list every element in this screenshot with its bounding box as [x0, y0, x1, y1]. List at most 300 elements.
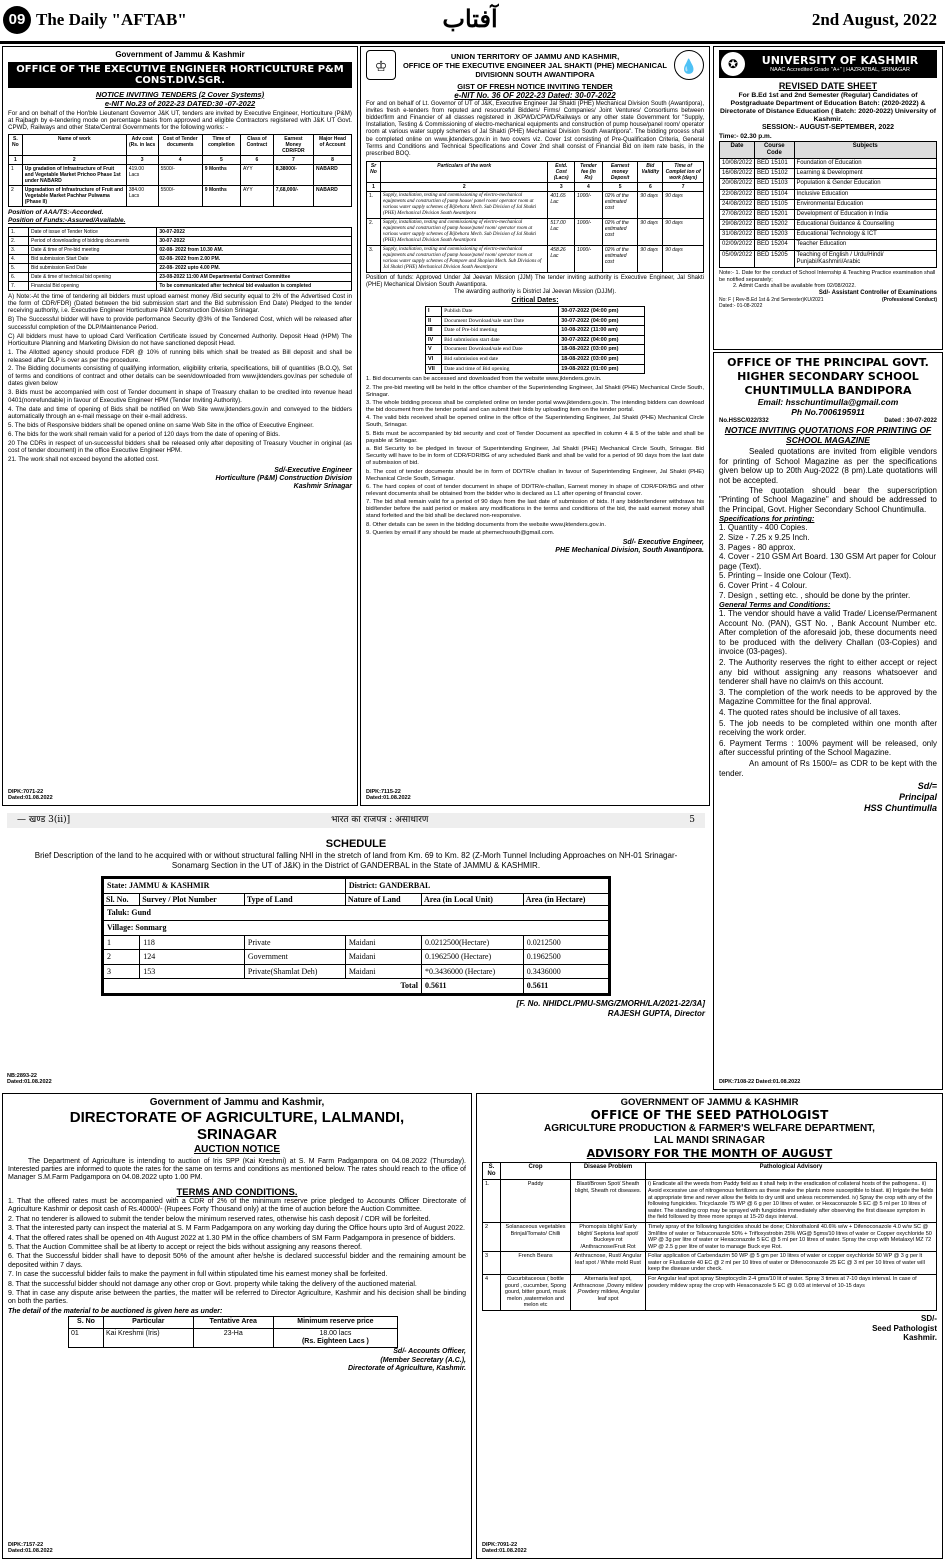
seed-header-2: Disease Problem: [571, 1162, 646, 1179]
hss-p1: Sealed quotations are invited from eligible vendors for printing of School Magazine as per the specifications given below up to 20th Aug-2022 (8 pm).Late quotations will not be accepted.: [719, 447, 937, 485]
hort-dates-cell: 23-08-2022 11:00 AM Departmental Contract Committee: [157, 272, 352, 281]
hort-aaa: Position of AAA/TS:-Accorded.: [8, 208, 104, 216]
ku-cell: BED 15201: [755, 209, 795, 219]
agri-term: 9. That in case any dispute arise between the parties, the matter will be referred to Director Agriculture, Kashmir and his decision shall be binding on both the parties.: [8, 1289, 466, 1306]
ku-row: [720, 199, 937, 209]
hss-spec: 2. Size - 7.25 x 9.25 Inch.: [719, 532, 810, 542]
ku-cell: BED 15103: [755, 179, 795, 189]
phe-dates-cell: II: [426, 316, 442, 326]
emblem-icon: ♔: [366, 50, 396, 80]
ku-cell: Development of Education in India: [794, 209, 936, 219]
phe-works-header-4: Earnest money Deposit: [602, 162, 638, 183]
hss-term: 2. The Authority reserves the right to either accept or reject any bid without assigning any reasons whatsoever and tenderer shall have no claim/s on this account.: [719, 658, 937, 687]
phe-works-cell: 517.00 Lac: [548, 219, 575, 246]
phe-dates-cell: 19-08-2022 (01:00 pm): [559, 364, 645, 374]
ku-ref: No: F ( Rev-B.Ed 1st & 2nd Semester)KU/2021: [719, 297, 824, 304]
ku-cell: Educational Guidance & Counselling: [794, 220, 936, 230]
agri-term: 7. In case the successful bidder fails to make the payment in full within stipulated time his earnest money shall be forfeited.: [8, 1271, 388, 1279]
phe-works-num-header-2: 3: [548, 183, 575, 192]
phe-works-cell: 02% of the estimated cost: [602, 246, 638, 273]
sched-nb: NB:2893-22: [7, 1072, 37, 1079]
hort-dates-cell: 7.: [9, 281, 29, 290]
phe-dates-row: [426, 335, 645, 345]
phe-dates-cell: 10-08-2022 (11:00 am): [559, 326, 645, 336]
phe-works-cell: 1000/-: [575, 246, 603, 273]
hort-works-cell: 384.00 Lacs: [126, 185, 158, 206]
phe-dates-cell: 30-07-2022 (04:00 pm): [559, 316, 645, 326]
newspaper-logo: آفتاب: [442, 4, 498, 33]
agri-term: 3. That the interested party can inspect the material at S. M Farm Padgampora on any working day during the Office hours upto 3rd of August 2022.: [8, 1225, 465, 1233]
phe-works-num-header-4: 5: [602, 183, 638, 192]
gazette-mid: भारत का राजपत्र : असाधारण: [331, 815, 429, 825]
sched-dated: Dated:01.08.2022: [7, 1079, 52, 1086]
seed-cell: Paddy: [501, 1180, 571, 1223]
hort-dates-row: [9, 227, 352, 236]
hort-works-header-5: Class of Contract: [241, 134, 274, 155]
phe-works-num-header-0: 1: [367, 183, 381, 192]
ku-cell: Teaching of English / Urdu/Hindi/ Punjabi/Kashmiri/Arabic: [794, 250, 936, 267]
ku-note2: 2. Admit Cards shall be available from 02/08/2022.: [733, 283, 856, 290]
hort-works-cell: 2: [9, 185, 23, 206]
ku-cell: Learning & Development: [794, 169, 936, 179]
seed-header-3: Pathological Advisory: [646, 1162, 937, 1179]
sched-total-label: Total: [104, 979, 422, 994]
ku-row: [720, 240, 937, 250]
hss-notice: NOTICE INVITING QUOTATIONS FOR PRINTING OF SCHOOL MAGAZINE: [724, 424, 932, 445]
agriculture-auction-notice: [2, 1093, 472, 1559]
hort-dated: Dated:01.08.2022: [8, 795, 53, 802]
seed-cell: Timely spray of the following fungicides should be done; Chlorothalonil 40.6% w/w + Difenoconazole 4.0 w/w SC @ 3ml/litre of water or Tebuconazole 50% + Trifloxystrobin 25% WG@ 5gms/10 litres of water or Copper oxychloride 50 WP @ 3g per litre of water or Hexaconazole 5 EC @ 5 ml per 10 litres of water. Spray the crop with Metalaxyl MZ 72 WP @ 2.5 g per litre of water to manage Buck eye Rot.: [646, 1222, 937, 1251]
phe-works-cell: 02% of the estimated cost: [602, 192, 638, 219]
agri-notice: AUCTION NOTICE: [193, 1143, 281, 1155]
hort-clause: 6. The bids for the work shall remain valid for a period of 120 days from the date of opening of Bids.: [8, 430, 280, 438]
seed-gov: GOVERNMENT OF JAMMU & KASHMIR: [620, 1097, 799, 1108]
phe-dates-cell: 30-07-2022 (04:00 pm): [559, 335, 645, 345]
phe-works-cell: 90 days: [638, 192, 663, 219]
sched-ref: [F. No. NHIDCL/PMU-SMG/ZMORH/LA/2021-22/3A]: [516, 998, 705, 1008]
seed-cell: 4: [483, 1275, 501, 1311]
phe-works-cell: Supply, installation, testing and commissioning of electro-mechanical equipments and construction of pump house/ panel room/ operator room at various water supply schemes of Bijbehara Mech. Sub Division of Jal Shakti (PHE) Mechanical Division South Awantipora: [381, 192, 548, 219]
phe-dates-cell: III: [426, 326, 442, 336]
hort-works-cell: Up gradation of Infrastructure of Fruit and Vegetable Market Prichoo Phase 1st under NABARD: [22, 164, 126, 185]
hort-works-num-header-5: 6: [241, 155, 274, 164]
hort-sign: [8, 467, 352, 492]
hort-dates-row: [9, 245, 352, 254]
sched-cell: Private(Shamlat Deh): [244, 964, 345, 979]
sched-row: [104, 964, 609, 979]
sched-cell: 0.3436000: [523, 964, 608, 979]
hss-dipk: DIPK:7108-22 Dated:01.08.2022: [719, 1079, 801, 1086]
sched-row: [104, 935, 609, 950]
seed-cell: Blast/Brown Spot/ Sheath blight, Sheath rot diseases.: [571, 1180, 646, 1223]
agri-term: 8. That the successful bidder should not damage any other crop or Govt. property while taking the delivery of the auctioned material.: [8, 1280, 417, 1288]
phe-works-cell: 02% of the estimated cost: [602, 219, 638, 246]
agri-header-1: Particular: [103, 1317, 193, 1328]
hort-funds: Position of Funds:-Assured/Available.: [8, 216, 126, 224]
phe-dates-cell: 18-08-2022 (03:00 pm): [559, 355, 645, 365]
sched-cell: Private: [244, 935, 345, 950]
ku-cell: Population & Gender Education: [794, 179, 936, 189]
sched-cell: 118: [140, 935, 245, 950]
hss-spec: 7. Design , setting etc. , should be done by the printer.: [719, 590, 911, 600]
phe-works-num-header-3: 4: [575, 183, 603, 192]
agri-sign: [8, 1348, 466, 1373]
hort-works-cell: Upgradation of Infrastructure of Fruit and Vegetable Market Pachhar Pulwama (Phase II): [22, 185, 126, 206]
hort-works-num-header-3: 4: [158, 155, 202, 164]
hort-works-header-1: Name of work: [22, 134, 126, 155]
seed-row: [483, 1222, 937, 1251]
hort-works-cell: 5500/-: [158, 164, 202, 185]
ku-desc: For B.Ed 1st and 2nd Semester (Regular) Candidates of Postgraduate Department of Education Batch: (2020-2022) & Directorate of Distance Education ( Batch: 2020-2022) University of Kashmir.: [719, 91, 937, 124]
phe-dates-row: [426, 355, 645, 365]
agri-sign2: (Member Secretary (A.C.),: [380, 1356, 466, 1364]
sched-cell: Maidani: [345, 964, 421, 979]
phe-works-num-header-6: 7: [663, 183, 704, 192]
seed-dated: Dated:01.08.2022: [482, 1548, 527, 1555]
phe-nit: e-NIT No. 36 OF 2022-23 Dated: 30-07-2022: [454, 91, 616, 100]
hort-dates-cell: 3.: [9, 245, 29, 254]
ku-header-0: Date: [720, 141, 755, 158]
phe-awarding: The awarding authority is District Jal Jeevan Mission (DJJM).: [453, 289, 617, 296]
hort-clauses: [8, 293, 352, 464]
phe-works-cell: 90 days: [663, 192, 704, 219]
seed-cell: 3: [483, 1252, 501, 1275]
hort-dates-row: [9, 236, 352, 245]
hort-works-header-4: Time of completion: [202, 134, 240, 155]
ku-row: [720, 209, 937, 219]
phe-works-row: [367, 192, 704, 219]
seed-sign2: Seed Pathologist: [872, 1323, 937, 1333]
seed-office: OFFICE OF THE SEED PATHOLOGIST: [590, 1108, 829, 1123]
sched-header-4: Area (in Local Unit): [421, 893, 523, 906]
hort-works-cell: 1: [9, 164, 23, 185]
university-seal-icon: ✪: [721, 52, 745, 76]
phe-critical: Critical Dates:: [511, 296, 559, 304]
phe-dates-cell: Document Download/sale end Date: [442, 345, 559, 355]
hort-works-num-header-6: 7: [273, 155, 313, 164]
ku-row: [720, 220, 937, 230]
hort-dates-cell: 02-08- 2022 from 10.30 AM.: [157, 245, 352, 254]
phe-clause: a. Bid Security to be pledged in favour of Superintending Engineer, Jal Shakti (PHE) Mechanical Circle South, Srinagar. Bid Security will have to be in form of CDR/FDR/BG of any scheduled Bank and shall be valid for a period of 90 days from the last date of submission of bid.: [366, 446, 704, 467]
agri-cell-particular: Kai Kreshmi (Iris): [103, 1328, 193, 1348]
hort-dates-cell: 30-07-2022: [157, 236, 352, 245]
phe-funds: Position of funds: Approved Under Jal Jeevan Mission (JJM) The tender inviting authority is Executive Engineer, Jal Shakti (PHE) Mechanical Division South Awantipora.: [366, 275, 704, 289]
phe-clauses: [366, 376, 704, 537]
hort-works-num-header-2: 3: [126, 155, 158, 164]
hss-spec: 3. Pages - 80 approx.: [719, 542, 796, 552]
university-date-sheet: [713, 46, 943, 350]
hort-dates-cell: Financial Bid opening: [29, 281, 157, 290]
sched-total-ha: 0.5611: [523, 979, 608, 994]
ku-note1: Note:- 1. Date for the conduct of School Internship & Teaching Practice examination shall be notified separately;: [719, 270, 936, 283]
ku-cell: BED 15204: [755, 240, 795, 250]
ku-row: [720, 230, 937, 240]
sched-cell: Maidani: [345, 950, 421, 965]
phe-dipk: DIPK:7115-22: [366, 788, 401, 795]
ku-row: [720, 179, 937, 189]
sched-state: State: JAMMU & KASHMIR: [104, 879, 346, 894]
phe-tender-notice: [360, 46, 710, 806]
hss-spec: 1. Quantity - 400 Copies.: [719, 523, 808, 533]
ku-cell: BED 15104: [755, 189, 795, 199]
hort-works-cell: 419.00 Lacs: [126, 164, 158, 185]
sched-cell: 153: [140, 964, 245, 979]
seed-dipk: DIPK:7091-22: [482, 1541, 518, 1548]
agri-header-3: Minimum reserve price: [273, 1317, 397, 1328]
hort-dates-table: [8, 227, 352, 291]
seed-sign1: SD/-: [921, 1314, 937, 1324]
hss-dated-top: Dated : 30-07-2022: [884, 417, 937, 424]
hort-dates-cell: To be communicated after technical bid evaluation is completed: [157, 281, 352, 290]
sched-table: [103, 878, 609, 994]
agri-dated: Dated:01.08.2022: [8, 1548, 53, 1555]
seed-sign: [482, 1314, 937, 1343]
hort-notice-title: NOTICE INVITING TENDERS (2 Cover Systems): [95, 89, 265, 99]
phe-sign1: Sd/- Executive Engineer,: [622, 538, 704, 546]
hss-term: 5. The job needs to be completed within one month after receiving the work order.: [719, 718, 937, 738]
hss-spec: 4. Cover - 210 GSM Art Board. 130 GSM Art paper for Colour page (Text).: [719, 552, 936, 571]
hort-intro: For and on behalf of the Hon'ble Lieutenant Governor J&K UT, tenders are invited by Executive Engineer, Horticulture (P&M) at Rajbagh by e-tendering mode on percentage basis from approved and eligible Contractors registered with J&K UT Govt. CPWD, Railways and other State/Central Governments for the following works: -: [8, 109, 352, 132]
phe-clause: 5. Bids must be accompanied by bid security and cost of Tender Document as specified in column 4 & 5 of the table and shall be payable at Srinagar.: [366, 430, 704, 444]
ku-cell: Teacher Education: [794, 240, 936, 250]
hss-term: 1. The vendor should have a valid Trade/ License/Permanent Account No. (PAN), GST No. , Bank Account Number etc. After completion of the aforesaid job, these documents need to be produced with the delivery Challan (03-Copies) and invoice (03-pages).: [719, 609, 937, 657]
agri-header-2: Tentative Area: [193, 1317, 273, 1328]
ku-time: Time:- 02.30 p.m.: [719, 132, 772, 140]
hss-term: 3. The completion of the work needs to be approved by the Magazine Committee for the final approval.: [719, 687, 937, 707]
hort-sign1: Sd/-Executive Engineer: [274, 466, 352, 474]
phe-dates-row: [426, 345, 645, 355]
sched-header-5: Area (in Hectare): [523, 893, 608, 906]
hort-dates-row: [9, 254, 352, 263]
phe-works-cell: 1000/-: [575, 192, 603, 219]
hort-clause: 20 The CDRs in respect of un-successful bidders shall be released only after depositing of Treasury Voucher in original (as cost of tender document) in the office Executive Engineer HPM.: [8, 439, 352, 455]
hort-dates-cell: 5.: [9, 263, 29, 272]
phe-works-header-5: Bid Validity: [638, 162, 663, 183]
hort-works-row: [9, 185, 352, 206]
sched-header-2: Type of Land: [244, 893, 345, 906]
land-schedule-notice: [2, 810, 710, 1090]
ku-cell: 02/09/2022: [720, 240, 755, 250]
hort-sign3: Kashmir Srinagar: [293, 483, 352, 491]
hss-specs: [719, 523, 937, 600]
hort-office: OFFICE OF THE EXECUTIVE ENGINEER HORTICULTURE P&M CONST.DIV.SGR.: [8, 62, 352, 88]
phe-sign2: PHE Mechanical Division, South Awantipora.: [555, 547, 704, 555]
ku-cell: 22/08/2022: [720, 189, 755, 199]
hort-dates-row: [9, 272, 352, 281]
hss-spec: 5. Printing – Inside one Colour (Text).: [719, 571, 852, 581]
ku-table: [719, 141, 937, 268]
phe-works-num-header-1: 2: [381, 183, 548, 192]
hort-clause: 1. The Allotted agency should produce FDR @ 10% of running bills which shall be treated as Bill deposit and shall be released after DLP is over as per the procedure.: [8, 349, 352, 364]
ku-cell: 20/08/2022: [720, 179, 755, 189]
hort-clause: 21. The work shall not exceed beyond the allotted cost.: [8, 456, 159, 464]
newspaper-title: The Daily "AFTAB": [36, 10, 187, 29]
seed-cell: French Beans: [501, 1252, 571, 1275]
hort-dates-cell: 2.: [9, 236, 29, 245]
sched-tehsil: Taluk: Gund: [104, 906, 609, 921]
phe-clause: b. The cost of tender documents should be in form of DD/TR/e challan in favour of Superintending Engineer, Jal Shakti (PHE) Mechanical Circle South, Srinagar.: [366, 468, 704, 482]
seed-row: [483, 1275, 937, 1311]
masthead: [0, 0, 945, 44]
phe-sign: [366, 539, 704, 556]
ku-sub: NAAC Accredited Grade "A+" | HAZRATBAL, SRINAGAR: [770, 67, 910, 74]
hort-dipk: DIPK:7071-22: [8, 788, 44, 795]
seed-cell: Phomopsis blight/ Early blight/ Septoria leaf spot/ Buckeye rot /Anthracnose/Fruit Rot: [571, 1222, 646, 1251]
phe-dates-cell: Publish Date: [442, 307, 559, 317]
ku-cell: BED 15105: [755, 199, 795, 209]
ku-header-1: Course Code: [755, 141, 795, 158]
hss-terms: [719, 609, 937, 758]
agri-sign1: Sd/- Accounts Officer,: [393, 1348, 466, 1356]
phe-works-cell: 458.26 Lac: [548, 246, 575, 273]
phe-works-header-2: Estd. Cost (Lacs): [548, 162, 575, 183]
hort-dates-cell: 22-08- 2022 upto 4.00 PM.: [157, 263, 352, 272]
sched-cell: 0.0212500(Hectare): [421, 935, 523, 950]
sched-title: SCHEDULE: [325, 837, 387, 850]
phe-works-cell: Supply, installation, testing and commissioning of electro-mechanical equipments and construction of pump house/panel room/ operator room at various water supply schemes of Bijbehara Mech. Sub Division of Jal Shakti (PHE) Mechanical Division South Awantipora: [381, 219, 548, 246]
hort-works-cell: 7,68,000/-: [273, 185, 313, 206]
agri-term: 4. That the offered rates shall be opened on 4th August 2022 at 1.30 PM in the office chambers of SM Farm Padgampora in presence of bidders.: [8, 1234, 456, 1242]
hss-term: 4. The quoted rates should be inclusive of all taxes.: [719, 708, 901, 718]
seed-cell: Solanaceous vegetables Brinjal/Tomato/ Chilli: [501, 1222, 571, 1251]
phe-works-header-0: Sr No: [367, 162, 381, 183]
hort-nit: e-NIT No.23 of 2022-23 DATED:30 -07-2022: [104, 98, 256, 108]
ku-cell: BED 15203: [755, 230, 795, 240]
seed-pathologist-advisory: [476, 1093, 943, 1559]
phe-dates-cell: VI: [426, 355, 442, 365]
phe-works-num-header-5: 6: [638, 183, 663, 192]
hss-phone: Ph No.7006195911: [791, 407, 865, 418]
agri-header-0: S. No: [69, 1317, 104, 1328]
hort-works-cell: 9 Months: [202, 185, 240, 206]
ku-sign1: Sd/- Assistant Controller of Examinations: [818, 289, 937, 296]
phe-dates-cell: Bid submission start date: [442, 335, 559, 345]
agri-cell-sno: 01: [69, 1328, 104, 1348]
ku-cell: Foundation of Education: [794, 158, 936, 168]
sched-desc: Brief Description of the land to he acquired with or without structural falling NHI in the stretch of land from Km. 69 to Km. 82 (Z-Morh Tunnel Including Approaches on NH-01 Srinagar-Sonamarg Section in the UT of J&K) in the District of GANDERBAL in the State of JAMMU & KASHMIR.: [34, 850, 678, 870]
sched-cell: Government: [244, 950, 345, 965]
ku-cell: BED 15101: [755, 158, 795, 168]
agri-term: 5. That the Auction Committee shall be at liberty to accept or reject the bids without assigning any reasons thereof.: [8, 1244, 362, 1252]
seed-dept: AGRICULTURE PRODUCTION & FARMER'S WELFARE DEPARTMENT,: [544, 1122, 875, 1134]
phe-clause: 9. Queries by email if any should be made at phemechsouth@gmail.com.: [366, 530, 555, 537]
phe-dates-row: [426, 316, 645, 326]
phe-dates-row: [426, 364, 645, 374]
sched-cell: *0.3436000 (Hectare): [421, 964, 523, 979]
seed-header-0: S. No: [483, 1162, 501, 1179]
hort-dates-cell: Date of issue of Tender Notice: [29, 227, 157, 236]
phe-dates-cell: VII: [426, 364, 442, 374]
ku-title: REVISED DATE SHEET: [778, 81, 878, 91]
hort-works-cell: AYY: [241, 185, 274, 206]
agri-term: 6. That the Successful bidder shall have to deposit 50% of the amount after he/she is declared successful bidder and the remaining amount be deposited within 7 days.: [8, 1253, 466, 1269]
hort-dates-cell: 02-08- 2022 from 2.00 PM.: [157, 254, 352, 263]
ku-row: [720, 158, 937, 168]
phe-intro: For and on behalf of Lt. Governor of UT of J&K, Executive Engineer Jal Shakti (PHE) Mechanical Division South (Awantipora), invites fresh e-tenders from reputed and resourceful Bidders/ Firms/ Companies/ Joint Ventures/ Consortiums between bidder/firm and Financier of all classes registered in JKPWD/CPWD/Railways or any other state Government for "Supply, Installation, Testing & Commissioning of electro-mechanical equipments and construction of pump house/panel room/ operator room at various water supply schemes of Jal Shakti (PHE) Mechanical Division South Awantipora". The bidding process shall be completed online on www.jktenders.gov.in in two covers viz. Cover 1st consisting of Pre-Qualification Criteria, General Terms and Conditions and Technical Specifications and Cover 2nd shall consist of Financial Bid on item rate basis, in the prescribed BOQ.: [366, 100, 704, 157]
seed-cell: Cucurbitaceous ( bottle gourd , cucumber, Spong gourd, bitter gourd, musk melon ,watermelon and melon etc: [501, 1275, 571, 1311]
hort-works-header-3: Cost of Tender documents: [158, 134, 202, 155]
ku-cell: BED 15205: [755, 250, 795, 267]
phe-clause: 4. The valid bids received shall be opened online in the office of the Superintending Engineer, Jal Shakti (PHE) Mechanical Circle South, Srinagar.: [366, 415, 704, 429]
ku-cell: Educational Technology & ICT: [794, 230, 936, 240]
phe-works-cell: 401.65 Lac: [548, 192, 575, 219]
agri-sign3: Directorate of Agriculture, Kashmir.: [348, 1365, 466, 1373]
sched-cell: 0.1962500: [523, 950, 608, 965]
hort-dates-cell: Date & time of Pre-bid meeting: [29, 245, 157, 254]
phe-works-cell: 2.: [367, 219, 381, 246]
hort-works-num-header-7: 8: [314, 155, 352, 164]
hort-clause: B) The Successful bidder will have to provide performance Security @3% of the Tendered Cost, which will be released after successful completion of the DLP/Maintenance Period.: [8, 316, 352, 331]
gazette-page: 5: [689, 815, 695, 825]
page-number: 09: [3, 6, 31, 34]
hort-works-cell: 8,38000/-: [273, 164, 313, 185]
hort-dates-cell: 6.: [9, 272, 29, 281]
phe-clause: 8. Other details can be seen in the bidding documents from the website www.jktenders.gov.in.: [366, 521, 606, 528]
ku-header-2: Subjects: [794, 141, 936, 158]
water-drop-icon: 💧: [674, 50, 704, 80]
phe-dates-cell: IV: [426, 335, 442, 345]
hort-dates-row: [9, 281, 352, 290]
seed-advisory: ADVISORY FOR THE MONTH OF AUGUST: [586, 1146, 833, 1160]
seed-cell: For Angular leaf spot spray Streptocyclin 2-4 gms/10 lit of water. Spray 3 times at 7-10 days interval. In case of powdery mildew spray the crop with Hexaconazole 5 EC @ 0.03 at interval of 10-15 days: [646, 1275, 937, 1311]
sched-cell: 124: [140, 950, 245, 965]
ku-row: [720, 250, 937, 267]
ku-name: UNIVERSITY OF KASHMIR: [761, 54, 919, 68]
phe-dates-cell: Bid submission end date: [442, 355, 559, 365]
agri-table: [68, 1316, 398, 1348]
hort-works-header-0: S. No: [9, 134, 23, 155]
phe-clause: 6. The hard copies of cost of tender document in shape of DD/TR/e-challan, Earnest money in shape of CDR/FDR/BG and other relevant documents shall be obtained from the bidder who is declared as L1 after opening of financial cover.: [366, 484, 704, 497]
phe-clause: 3. The whole bidding process shall be completed online on tender portal www.jktenders.gov.in. The intending bidders can download the bid document from the tender portal and can submit their bids by uploading item on the tender portal.: [366, 400, 704, 414]
ku-cell: 05/09/2022: [720, 250, 755, 267]
phe-works-cell: 90 days: [638, 246, 663, 273]
hort-sign2: Horticulture (P&M) Construction Division: [215, 475, 352, 483]
hort-clause: 2. The Bidding documents consisting of qualifying information, eligibility criteria, specifications, bill of quantities (B.O.Q), Set of terms and conditions of contract and other details can be seen/downloaded from www.jktenders.gov.lnas per schedule of dates given below: [8, 365, 352, 388]
sched-village: Village: Sonmarg: [104, 920, 609, 935]
agri-cell-area: 23-Ha: [193, 1328, 273, 1348]
hort-works-num-header-1: 2: [22, 155, 126, 164]
ku-cell: 29/08/2022: [720, 220, 755, 230]
hss-spec: 6. Cover Print - 4 Colour.: [719, 580, 808, 590]
ku-cell: BED 15202: [755, 220, 795, 230]
hort-dates-cell: Period of downloading of bidding documents: [29, 236, 157, 245]
ku-cell: Inclusive Education: [794, 189, 936, 199]
sched-header-3: Nature of Land: [345, 893, 421, 906]
hort-gov: Government of Jammu & Kashmir: [115, 50, 245, 59]
hort-clause: C) All bidders must have to upload Card Verification Certificate issued by Concerned Authority. Deposit Head (HPM) The Horticulture Planning and Marketing Division do not have sanctioned deposit Head.: [8, 332, 352, 348]
seed-row: [483, 1180, 937, 1223]
sched-cell: 0.0212500: [523, 935, 608, 950]
hss-p2: The quotation should bear the superscription "Printing of School Magazine" and should be addressed to the Principal, Govt. Higher Secondary School Chuntimulla.: [719, 485, 937, 514]
hort-works-num-header-0: 1: [9, 155, 23, 164]
hss-term: 6. Payment Terms : 100% payment will be released, only after successful printing of the School Magazine.: [719, 738, 937, 758]
phe-works-table: [366, 161, 704, 273]
phe-dated: Dated:01.08.2022: [366, 795, 411, 802]
hort-works-header-2: Adv cost (Rs. in lacs: [126, 134, 158, 155]
phe-dates-cell: Document Download/sale start Date: [442, 316, 559, 326]
phe-dates-cell: V: [426, 345, 442, 355]
horticulture-tender-notice: [2, 46, 358, 806]
phe-works-cell: 1.: [367, 192, 381, 219]
ku-dated: Dated:- 01-08-2022: [719, 303, 763, 310]
phe-dates-row: [426, 307, 645, 317]
phe-works-header-1: Particulars of the work: [381, 162, 548, 183]
seed-sign3: Kashmir.: [903, 1333, 937, 1343]
hort-works-cell: 9 Months: [202, 164, 240, 185]
hss-sign1: Sd/=: [917, 781, 937, 792]
hort-works-cell: 5500/-: [158, 185, 202, 206]
phe-works-cell: 1000/-: [575, 219, 603, 246]
